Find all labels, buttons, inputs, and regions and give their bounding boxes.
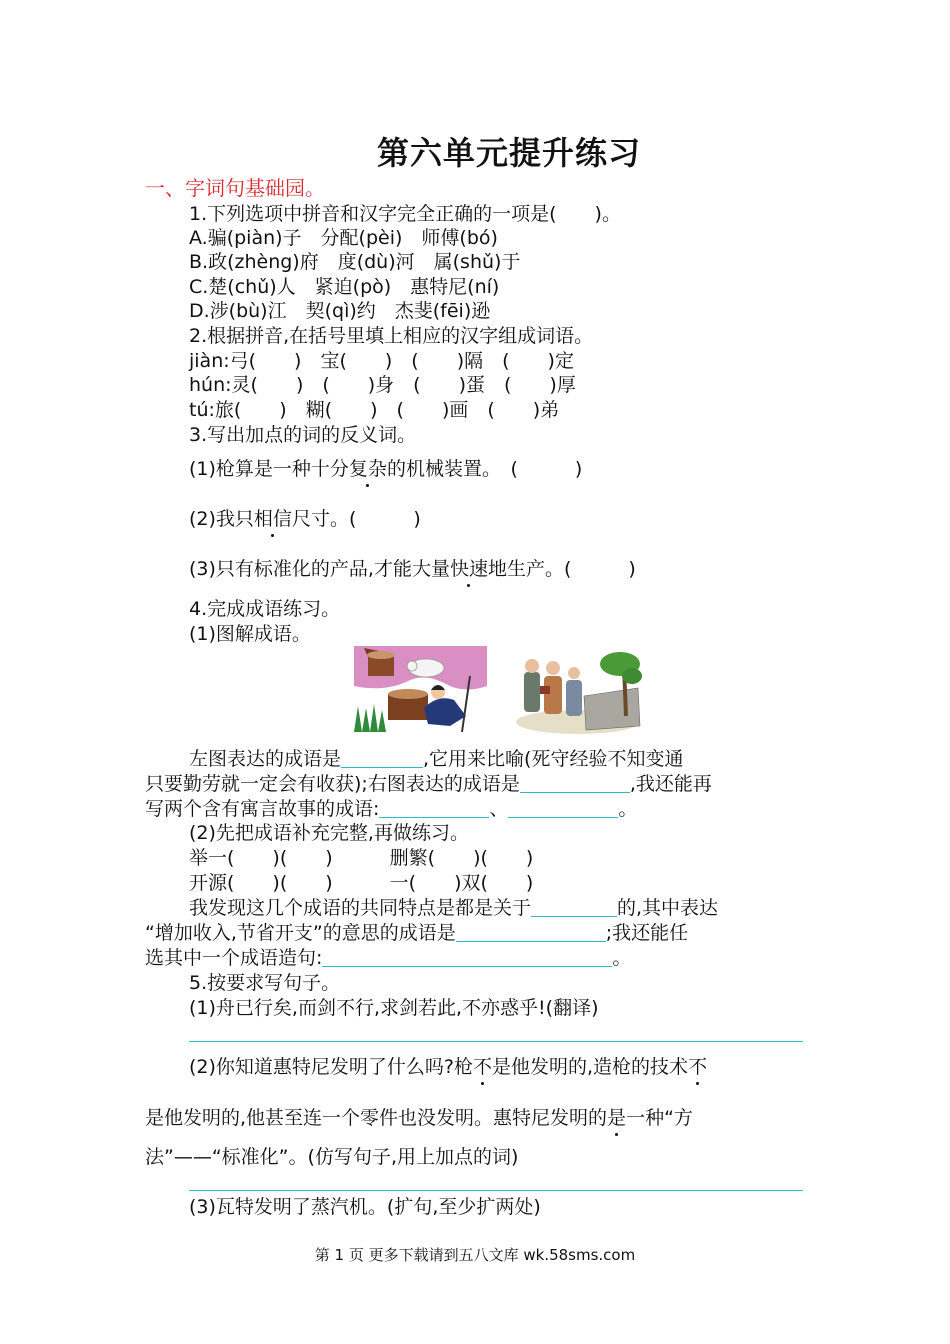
q3-item-1: (1)枪算是一种十分复杂的机械装置。 ( ) [189,458,583,480]
dotted-word: 是 [607,1107,627,1129]
q3-stem: 3.写出加点的词的反义词。 [189,424,417,446]
q1-option-c: C.楚(chǔ)人 紧迫(pò) 惠特尼(ní) [189,276,500,298]
q5-item-1: (1)舟已行矣,而剑不行,求剑若此,不亦惑乎!(翻译) [189,997,599,1019]
answer-line[interactable] [189,1190,803,1191]
box-pearl-scene-image [514,646,642,734]
dotted-word: 不 [688,1056,708,1078]
dotted-word: 不 [473,1056,493,1078]
q4-part2-heading: (2)先把成语补充完整,再做练习。 [189,822,469,844]
q5-item-2-line-2: 是他发明的,他甚至连一个零件也没发明。惠特尼发明的是一种“方 [145,1107,693,1129]
q3-item-3: (3)只有标准化的产品,才能大量快速地生产。( ) [189,558,636,580]
q1-option-a: A.骗(piàn)子 分配(pèi) 师傅(bó) [189,227,498,249]
idiom-illustration-left [354,646,487,732]
dotted-word: 相信 [253,508,292,530]
idiom-illustration-right [514,646,642,734]
page-footer: 第 1 页 更多下载请到五八文库 wk.58sms.com [314,1246,636,1264]
q4-line-6: 选其中一个成语造句: 。 [145,947,632,969]
answer-blank[interactable] [508,797,618,818]
dotted-word: 快速 [449,558,488,580]
answer-blank[interactable] [341,747,423,768]
answer-line[interactable] [189,1041,803,1042]
q1-stem: 1.下列选项中拼音和汉字完全正确的一项是( )。 [189,203,621,225]
q5-stem: 5.按要求写句子。 [189,972,341,994]
answer-blank[interactable] [322,946,612,967]
q4-line-2: 只要勤劳就一定会有收获);右图表达的成语是 ,我还能再 [145,773,712,795]
q3-item-2: (2)我只相信尺寸。( ) [189,508,421,530]
page-title: 第六单元提升练习 [376,134,641,172]
q1-option-b: B.政(zhèng)府 度(dù)河 属(shǔ)于 [189,251,521,273]
q4-line-1: 左图表达的成语是 ,它用来比喻(死守经验不知变通 [189,748,684,770]
stump-scene-image [354,646,487,732]
answer-blank[interactable] [531,896,617,917]
q2-stem: 2.根据拼音,在括号里填上相应的汉字组成词语。 [189,325,594,347]
section-heading: 一、字词句基础园。 [145,176,325,200]
answer-blank[interactable] [456,921,606,942]
q4-line-5: “增加收入,节省开支”的意思的成语是 ;我还能任 [145,922,689,944]
answer-blank[interactable] [520,772,630,793]
q4-line-3: 写两个含有寓言故事的成语: 、 。 [145,798,638,820]
q5-item-2-line-3: 法”——“标准化”。(仿写句子,用上加点的词) [145,1146,519,1168]
q4-idiom-row-1: 举一( )( ) 删繁( )( ) [189,847,534,869]
q4-part1-heading: (1)图解成语。 [189,623,311,645]
q4-idiom-row-2: 开源( )( ) 一( )双( ) [189,872,534,894]
answer-blank[interactable] [379,797,489,818]
q4-stem: 4.完成成语练习。 [189,598,341,620]
q4-line-4: 我发现这几个成语的共同特点是都是关于 的,其中表达 [189,897,719,919]
q2-row-tu: tú:旅( ) 糊( ) ( )画 ( )弟 [189,399,560,421]
q2-row-hun: hún:灵( ) ( )身 ( )蛋 ( )厚 [189,374,576,396]
q1-option-d: D.涉(bù)江 契(qì)约 杰斐(fēi)逊 [189,300,491,322]
q5-item-3: (3)瓦特发明了蒸汽机。(扩句,至少扩两处) [189,1196,541,1218]
q2-row-jian: jiàn:弓( ) 宝( ) ( )隔 ( )定 [189,350,574,372]
dotted-word: 复杂 [348,458,387,480]
q5-item-2-line-1: (2)你知道惠特尼发明了什么吗?枪不是他发明的,造枪的技术不 [189,1056,708,1078]
